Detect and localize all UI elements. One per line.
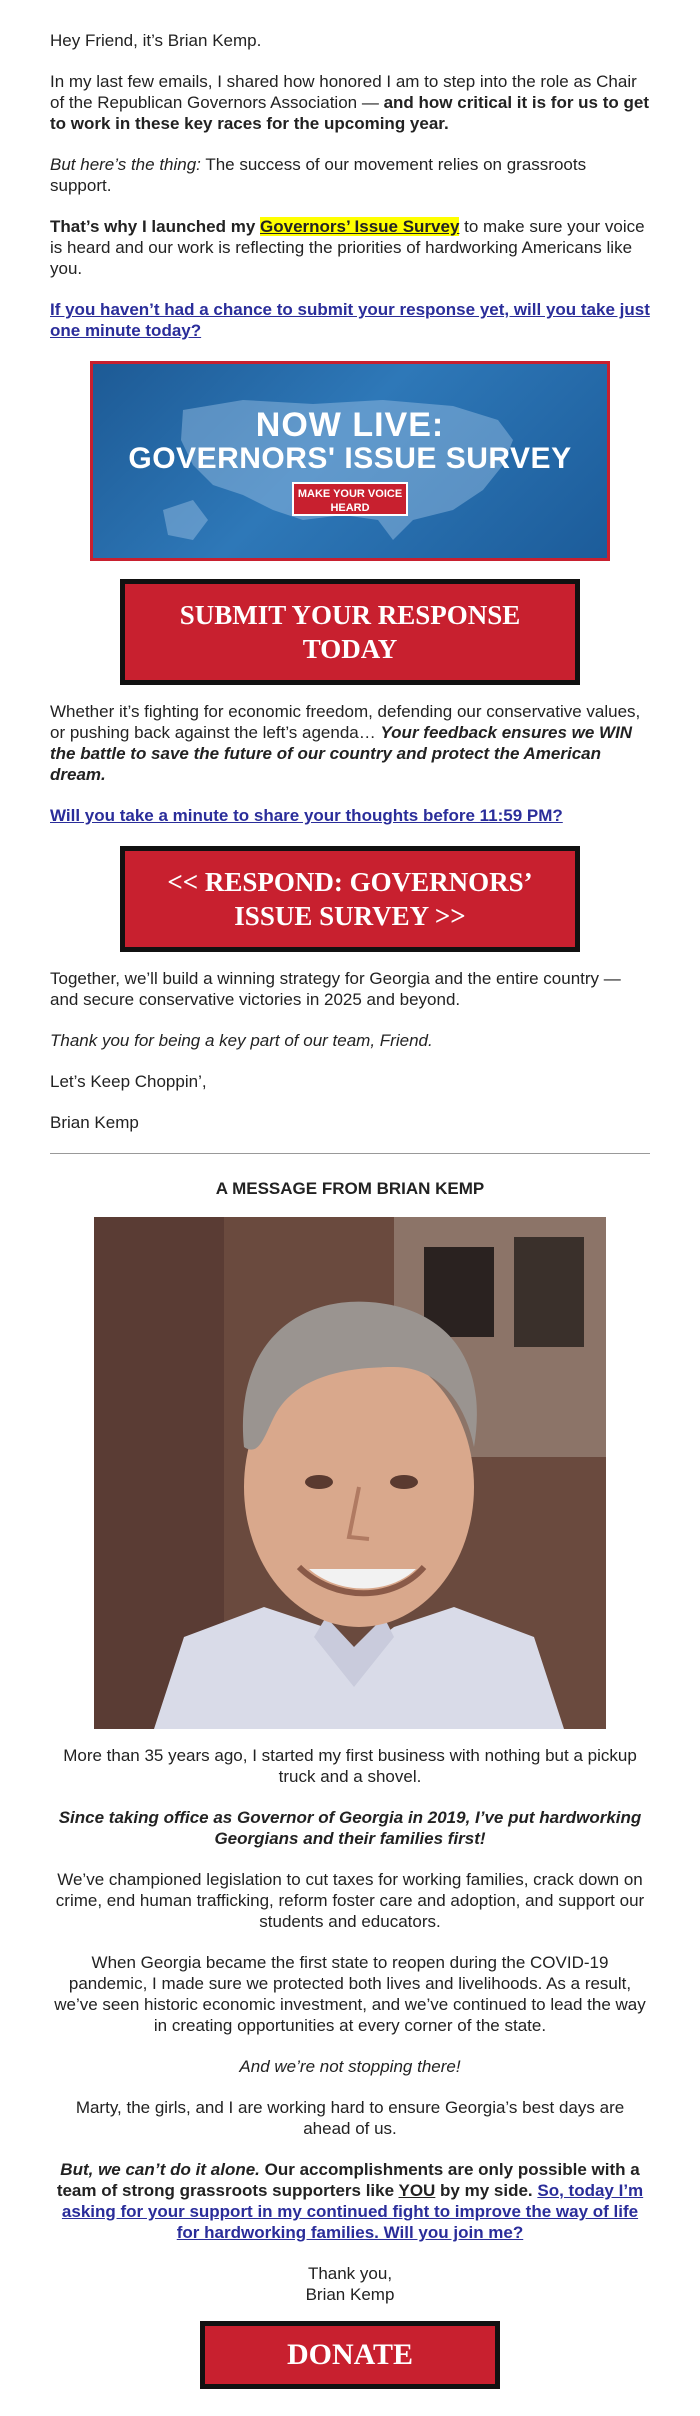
survey-banner-image[interactable]	[90, 361, 610, 561]
intro-paragraph-3	[50, 216, 650, 279]
greeting: Hey Friend, it’s Brian Kemp.	[50, 31, 262, 50]
bio-paragraph-3: We’ve championed legislation to cut taxes for working families, crack down on crime, end human trafficking, reform foster care and adoption, and support our students and educators.	[55, 1870, 645, 1931]
submit-response-button[interactable]: SUBMIT YOUR RESPONSE TODAY	[120, 579, 580, 685]
intro-p2-text: The success of our movement relies on grassroots support.	[50, 155, 587, 195]
bio-paragraph-5-text: And we’re not stopping there!	[239, 2057, 461, 2076]
survey-link-2[interactable]: Will you take a minute to share your thoughts before 11:59 PM?	[50, 806, 563, 825]
bio-heading: A MESSAGE FROM BRIAN KEMP	[215, 1179, 485, 1198]
bio-paragraph-5	[50, 2056, 650, 2077]
email-body	[50, 0, 650, 2389]
closing-signoff: Let’s Keep Choppin’,	[50, 1072, 207, 1091]
donate-button[interactable]: DONATE	[200, 2321, 500, 2389]
bio-paragraph-1: More than 35 years ago, I started my first business with nothing but a pickup truck and a shovel.	[63, 1746, 637, 1786]
banner-line-2: GOVERNORS' ISSUE SURVEY	[128, 442, 572, 475]
intro-p3-bold: That’s why I launched my	[50, 217, 261, 236]
portrait-illustration	[94, 1217, 606, 1729]
bio-p7-you: YOU	[398, 2181, 436, 2200]
closing-paragraph: Together, we’ll build a winning strategy for Georgia and the entire country — and secure conservative victories in 2025 and beyond.	[50, 969, 621, 1009]
middle-paragraph	[50, 701, 650, 785]
support-link[interactable]: So, today I’m asking for your support in my continued fight to improve the way of life for hardworking families. Will you join me?	[61, 2181, 644, 2242]
closing-thanks-text: Thank you for being a key part of our team, Friend.	[50, 1031, 433, 1050]
intro-p1-text: In my last few emails, I shared how honored I am to step into the role as Chair of the Republican Governors Association —	[50, 72, 637, 112]
respond-survey-button[interactable]: << RESPOND: GOVERNORS’ ISSUE SURVEY >>	[120, 846, 580, 952]
bio-paragraph-7	[50, 2159, 650, 2243]
bio-p7-bold-1: Our accomplishments are only possible with a team of strong grassroots supporters like	[56, 2160, 640, 2200]
banner-badge: MAKE YOUR VOICE HEARD	[292, 482, 408, 516]
intro-paragraph-1	[50, 71, 650, 134]
section-divider	[50, 1153, 650, 1154]
bio-paragraph-2	[50, 1807, 650, 1849]
brian-kemp-portrait	[94, 1217, 606, 1729]
middle-bold-italic: Your feedback ensures we WIN the battle to save the future of our country and protect the American dream.	[50, 723, 633, 784]
bio-section	[50, 1745, 650, 2305]
bio-paragraph-2-text: Since taking office as Governor of Georgia in 2019, I’ve put hardworking Georgians and their families first!	[58, 1808, 642, 1848]
intro-paragraph-2	[50, 154, 650, 196]
survey-highlight-link[interactable]: Governors’ Issue Survey	[260, 217, 460, 236]
bio-name: Brian Kemp	[305, 2285, 395, 2304]
survey-link-1[interactable]: If you haven’t had a chance to submit your response yet, will you take just one minute today?	[50, 300, 650, 340]
bio-thanks: Thank you,	[307, 2264, 393, 2283]
intro-p2-italic: But here’s the thing:	[50, 155, 201, 174]
middle-link-paragraph	[50, 805, 650, 826]
middle-text: Whether it’s fighting for economic freedom, defending our conservative values, or pushing back against the left’s agenda…	[50, 702, 641, 742]
intro-p3-text: to make sure your voice is heard and our work is reflecting the priorities of hardworking Americans like you.	[50, 217, 645, 278]
intro-p1-bold: and how critical it is for us to get to work in these key races for the upcoming year.	[50, 93, 649, 133]
bio-paragraph-6: Marty, the girls, and I are working hard to ensure Georgia’s best days are ahead of us.	[75, 2098, 625, 2138]
bio-signoff	[50, 2263, 650, 2305]
banner-line-1: NOW LIVE:	[255, 406, 445, 444]
intro-paragraph-4	[50, 299, 650, 341]
bio-p7-bold-2: by my side.	[435, 2181, 538, 2200]
closing-thanks	[50, 1030, 650, 1051]
bio-p7-bold-italic: But, we can’t do it alone.	[60, 2160, 260, 2179]
bio-paragraph-4: When Georgia became the first state to reopen during the COVID-19 pandemic, I made sure we protected both lives and livelihoods. As a result, we’ve seen historic economic investment, and we’ve continued to lead the way in creating opportunities at every corner of the state.	[54, 1953, 646, 2035]
closing-signature: Brian Kemp	[50, 1113, 139, 1132]
